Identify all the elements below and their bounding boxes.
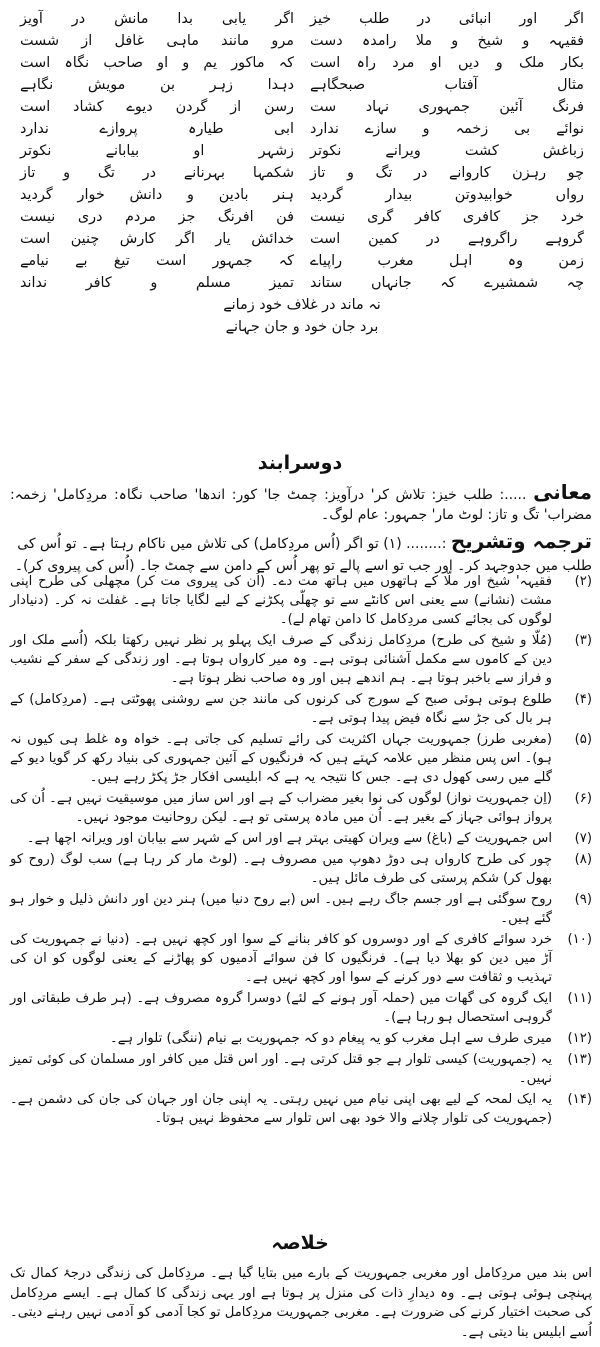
meanings-text: .....: طلب خیز: تلاش کر' درآویز: چمٹ جا' کور: اندھا' صاحب نگاہ: مردِکامل' زخمہ: مضراب' تگ و تاز: لوٹ مار' جمہور: عام لوگ۔ xyxy=(10,487,592,523)
meanings-block xyxy=(10,482,592,525)
item-number: (۵) xyxy=(574,732,592,747)
hemistich-first: زباغش کشت ویرانے نکوتر xyxy=(310,143,584,159)
poem-couplet xyxy=(12,8,592,30)
item-text: طلوع ہوتی ہوئی صبح کے سورج کی کرنوں کی مانند جن سے روشنی پھوٹتی ہے۔ (مردِکامل) کے ہر بال کی جڑ سے نگاہ فیض پیدا ہوتی ہے۔ xyxy=(10,692,552,726)
item-number: (۶) xyxy=(574,791,592,806)
hemistich-second: رسن از گردن دیوے کشاد است xyxy=(20,99,294,115)
hemistich-first: خرد جز کافری کافر گری نیست xyxy=(310,209,584,225)
persian-poem xyxy=(12,8,592,338)
item-text: چور کی طرح کارواں ہی دوڑ دھوپ میں مصروف ہے۔ (لوٹ مار کر رہا ہے) سب لوگ (روح کو بھول کر) شکم پرستی کی طرف مائل ہیں۔ xyxy=(10,852,552,886)
hemistich-first: نوائے بی زخمہ و سازے ندارد xyxy=(310,121,584,137)
translation-item xyxy=(10,690,592,728)
translation-item xyxy=(10,572,592,629)
item-text: (اِن جمہوریت نواز) لوگوں کی نوا بغیر مضراب کے ہے اور اس ساز میں موسیقیت نہیں ہے۔ اُن کی پرواز ہوائی جہاز کے بغیر ہے۔ اُن میں مادہ پرستی تو ہے۔ لیکن روحانیت موجود نہیں۔ xyxy=(10,791,552,825)
hemistich-first: زمن وہ اہل مغرب راپیاے xyxy=(310,253,584,269)
hemistich-second: ابی طیارہ پروازے ندارد xyxy=(20,121,294,137)
translation-item xyxy=(10,930,592,987)
poem-couplet xyxy=(12,206,592,228)
hemistich-first: بکار ملک و دیں او مرد راہ است xyxy=(310,55,584,71)
item-text: (مُلّا و شیخ کی طرح) مردِکامل زندگی کے صرف ایک پہلو پر نظر نہیں رکھتا بلکہ (اُسے ملک اور دین کے کاموں سے مکمل آشنائی ہوتی ہے۔ وہ میر کارواں ہوتا ہے۔ اور زندگی کے سفر کے نشیب و فراز سے باخبر ہوتا ہے۔ ہم اندھے ہیں اور وہ صاحب نظر ہوتا ہے۔ xyxy=(10,633,552,686)
item-number: (۱۴) xyxy=(567,1092,592,1107)
translation-item xyxy=(10,850,592,888)
item-text: روح سوگئی ہے اور جسم جاگ رہے ہیں۔ اس (بے روح دنیا میں) ہنر دین اور دانش ذلیل و خوار ہو گئے ہیں۔ xyxy=(10,892,552,926)
hemistich-second: زشہر او بیابانے نکوتر xyxy=(20,143,294,159)
hemistich-second: ہنر بادین و دانش خوار گردید xyxy=(20,187,294,203)
poem-couplet xyxy=(12,184,592,206)
hemistich-first: چہ شمشیرے کہ جانہاں ستاند xyxy=(310,275,584,291)
hemistich-second: کہ ماکور یم و او صاحب نگاہ است xyxy=(20,55,294,71)
poem-couplet xyxy=(12,30,592,52)
hemistich-second: کہ جمہور است تیغ بے نیامے xyxy=(20,253,294,269)
poem-couplet xyxy=(12,52,592,74)
hemistich-second: فن افرنگ جز مردم دری نیست xyxy=(20,209,294,225)
item-number: (۱۱) xyxy=(567,991,592,1006)
item-number: (۸) xyxy=(574,852,592,867)
closing-verse-2: برد جان خود و جان جہانے xyxy=(225,319,379,335)
section-title: دوسرابند xyxy=(257,452,343,474)
summary-title: خلاصہ xyxy=(271,1232,329,1254)
translation-item xyxy=(10,829,592,848)
translation-heading: ترجمہ وتشریح xyxy=(450,529,592,553)
closing-verse-1: نہ ماند در غلاف خود زمانے xyxy=(223,297,381,313)
poem-couplet xyxy=(12,118,592,140)
translation-lead: :........ (۱) تو اگر (اُس مردِکامل) کی تلاش میں ناکام رہتا ہے۔ تو اُس کی طلب میں جدوجہد کر۔ اور جب تو اسے پالے تو پھر اُس کے دامن سے چمٹ جا۔ (اُس کی پیروی کر)۔ xyxy=(14,536,592,574)
translation-item xyxy=(10,631,592,688)
hemistich-first: فرنگ آئین جمہوری نہاد ست xyxy=(310,99,584,115)
poem-couplet xyxy=(12,228,592,250)
translation-item xyxy=(10,1090,592,1128)
hemistich-first: رواں خوابیدوتن بیدار گردید xyxy=(310,187,584,203)
item-text: یہ (جمہوریت) کیسی تلوار ہے جو قتل کرتی ہے۔ اور اس قتل میں کافر اور مسلمان کی کوئی تمیز نہیں۔ xyxy=(10,1052,552,1086)
item-text: میری طرف سے اہل مغرب کو یہ پیغام دو کہ جمہوریت بے نیام (ننگی) تلوار ہے۔ xyxy=(110,1031,552,1046)
hemistich-second: تمیز مسلم و کافر نداند xyxy=(20,275,294,291)
poem-couplet xyxy=(12,96,592,118)
item-text: خرد سوائے کافری کے اور دوسروں کو کافر بنانے کے سوا اور کچھ نہیں ہے۔ (دنیا نے جمہوریت کی آڑ میں دین کو بھلا دیا ہے)۔ فرنگیوں کا فن سوائے آدمیوں کو پھاڑنے کے یعنی لوگوں کو ان کی تہذیب و ثقافت سے دور کرنے کے سوا اور کچھ نہیں ہے۔ xyxy=(10,932,552,985)
item-text: اس جمہوریت کے (باغ) سے ویران کھیتی بہتر ہے اور اس کے شہر سے بیابان اور ویرانہ اچھا ہے۔ xyxy=(26,831,552,846)
hemistich-first: مثال آفتاب صبحگاہے xyxy=(310,77,584,93)
item-number: (۱۰) xyxy=(567,932,592,947)
item-number: (۱۲) xyxy=(567,1031,592,1046)
translation-item xyxy=(10,1029,592,1048)
translation-item xyxy=(10,1050,592,1088)
item-number: (۱۳) xyxy=(567,1052,592,1067)
hemistich-second: دہدا زہر بن مویش نگاہے xyxy=(20,77,294,93)
poem-couplet xyxy=(12,162,592,184)
poem-couplet xyxy=(12,74,592,96)
item-number: (۷) xyxy=(574,831,592,846)
hemistich-first: گروہے راگروہے در کمین است xyxy=(310,231,584,247)
poem-couplets xyxy=(12,8,592,294)
item-number: (۲) xyxy=(574,574,592,589)
item-number: (۳) xyxy=(574,633,592,648)
poem-couplet xyxy=(12,140,592,162)
hemistich-second: مرو مانند ماہی غافل از شست xyxy=(20,33,294,49)
translation-intro xyxy=(10,530,592,577)
hemistich-first: چو رہزن کاروانے در تگ و تاز xyxy=(310,165,584,181)
item-number: (۹) xyxy=(574,892,592,907)
hemistich-first: فقیہہ و شیخ و ملا رامدہ دست xyxy=(310,33,584,49)
hemistich-first: اگر اور انبائی در طلب خیز xyxy=(310,11,584,27)
hemistich-second: اگر یابی بدا مانش در آویز xyxy=(20,11,294,27)
poem-couplet xyxy=(12,250,592,272)
item-text: (مغربی طرز) جمہوریت جہاں اکثریت کی رائے تسلیم کی جاتی ہے۔ خواہ وہ غلط ہی کیوں نہ ہو)۔ اس پس منظر میں علامہ کہتے ہیں کہ فرنگیوں کے آئین جمہوری کی بنیاد رکھ کر گویا دیو کے گلے میں رسی کھول دی ہے۔ جس کا نتیجہ یہ ہے کہ ابلیسی افکار جڑ پکڑ رہے ہیں۔ xyxy=(10,732,552,785)
item-text: یہ ایک لمحہ کے لیے بھی اپنی نیام میں نہیں رہتی۔ یہ اپنی جان اور جہان کی جان کی دشمن ہے۔ (جمہوریت کی تلوار چلانے والا خود بھی اس تلوار سے محفوظ نہیں ہوتا۔ xyxy=(10,1092,552,1126)
poem-couplet xyxy=(12,272,592,294)
item-text: فقیہہ' شیخ اور ملّا کے ہاتھوں میں ہاتھ مت دے۔ (اُن کی پیروی مت کر) مچھلی کی طرح اپنی مشت (نشانے) سے یعنی اس کانٹے سے تو چھلّی پکڑنے کے لیے لگایا جاتا ہے۔ غفلت نہ کر۔ (دنیادار لوگوں کی بجائے کسی مردِکامل کا دامن تھام لے)۔ xyxy=(10,574,552,627)
item-text: ایک گروہ کی گھات میں (حملہ آور ہونے کے لئے) دوسرا گروہ مصروف ہے۔ (ہر طرف طبقاتی اور گروہی استحصال ہو رہا ہے)۔ xyxy=(10,991,552,1025)
translation-item xyxy=(10,989,592,1027)
hemistich-second: خدائش یار اگر کارش چنین است xyxy=(20,231,294,247)
translation-item xyxy=(10,890,592,928)
hemistich-second: شکمہا بہرنانے در تگ و تاز xyxy=(20,165,294,181)
translation-item xyxy=(10,789,592,827)
translation-items xyxy=(10,572,592,1130)
translation-item xyxy=(10,730,592,787)
meanings-heading: معانی xyxy=(533,480,592,504)
item-number: (۴) xyxy=(574,692,592,707)
summary-text: اس بند میں مردِکامل اور مغربی جمہوریت کے بارے میں بتایا گیا ہے۔ مردِکامل کی زندگی درجۂ کمال تک پہنچی ہوئی ہوتی ہے۔ وہ دیدارِ ذات کی منزل پر ہوتا ہے اور یہی زندگی کا کمال ہے۔ ایسے مردِکامل کی صحبت اختیار کرنے کی ضرورت ہے۔ مغربی جمہوریت مردِکامل تو کجا آدمی کو آدمی نہیں رہنے دیتی۔ اُسے ابلیس بنا دیتی ہے۔ xyxy=(10,1266,592,1340)
